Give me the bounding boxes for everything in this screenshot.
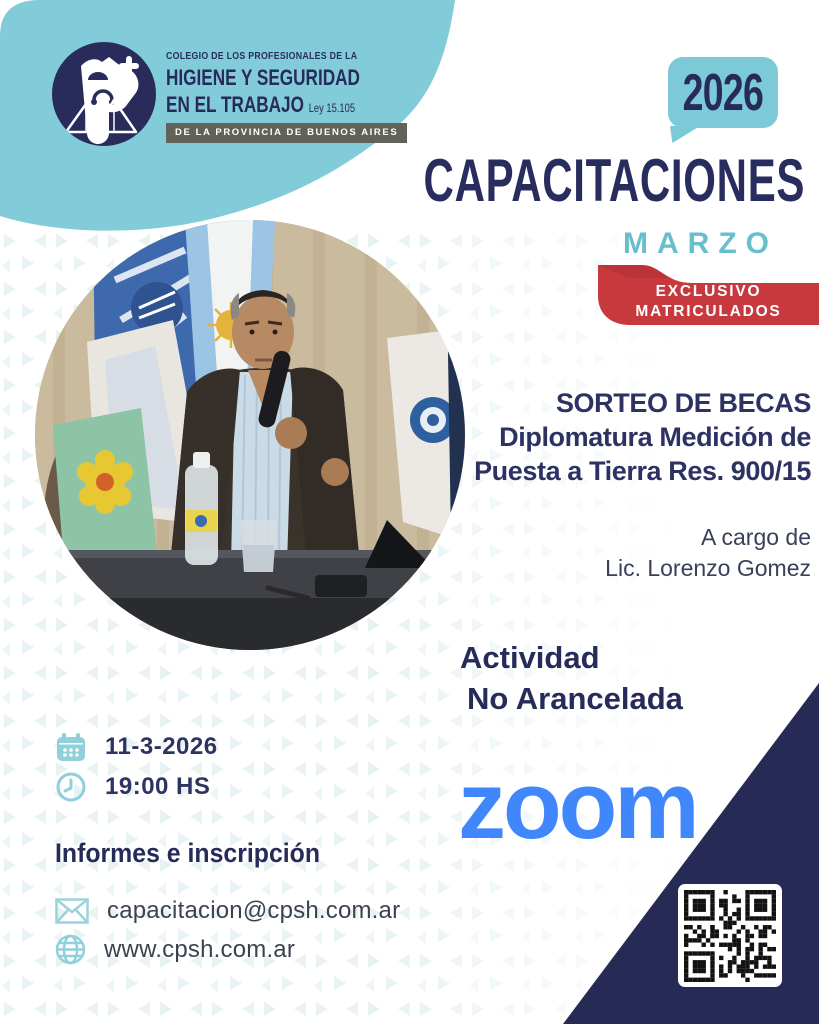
- org-law: Ley 15.105: [308, 101, 356, 115]
- event-heading-line3: Puesta a Tierra Res. 900/15: [474, 456, 811, 486]
- org-badge: DE LA PROVINCIA DE BUENOS AIRES: [166, 123, 407, 143]
- speaker-photo-art: [35, 220, 465, 650]
- exclusive-ribbon-label: [598, 272, 819, 322]
- activity-note: [460, 637, 683, 719]
- qr-code-pattern: [684, 890, 776, 982]
- org-line2: HIGIENE Y SEGURIDAD: [166, 65, 360, 90]
- org-title-block: [166, 52, 415, 143]
- speaker-photo: [35, 220, 465, 650]
- year-speech-bubble: [668, 57, 778, 128]
- poster-title: CAPACITACIONES: [423, 147, 805, 214]
- website-link[interactable]: www.cpsh.com.ar: [104, 935, 296, 963]
- website-row: [55, 934, 295, 965]
- qr-code[interactable]: [678, 884, 782, 987]
- event-heading-line1: SORTEO DE BECAS: [555, 388, 811, 418]
- globe-icon: [55, 934, 86, 965]
- ribbon-line1: EXCLUSIVO: [655, 283, 762, 300]
- ribbon-line2: MATRICULADOS: [635, 303, 782, 320]
- zoom-logo: zoom: [458, 752, 697, 859]
- org-line1: COLEGIO DE LOS PROFESIONALES DE LA: [166, 51, 358, 62]
- instructor-block: [605, 522, 811, 584]
- instructor-name: Lic. Lorenzo Gomez: [605, 555, 811, 581]
- email-row: [55, 897, 400, 925]
- envelope-icon: [55, 898, 89, 924]
- instructor-prefix: A cargo de: [701, 524, 811, 550]
- event-date: 11-3-2026: [105, 733, 218, 760]
- calendar-icon: [55, 731, 87, 763]
- year-label: 2026: [682, 63, 764, 122]
- org-logo-icon: [50, 40, 162, 152]
- activity-line1: Actividad: [460, 640, 600, 675]
- org-line3: EN EL TRABAJO Ley 15.105: [166, 92, 356, 117]
- event-heading-line2: Diplomatura Medición de: [499, 422, 811, 452]
- contact-heading: Informes e inscripción: [55, 838, 321, 868]
- event-time: 19:00 HS: [105, 773, 211, 800]
- month-label: MARZO: [623, 227, 778, 260]
- time-row: [55, 771, 210, 803]
- clock-icon: [55, 771, 87, 803]
- event-heading: [474, 386, 811, 488]
- activity-line2: No Arancelada: [467, 681, 683, 716]
- date-row: [55, 731, 218, 763]
- email-link[interactable]: capacitacion@cpsh.com.ar: [107, 897, 401, 924]
